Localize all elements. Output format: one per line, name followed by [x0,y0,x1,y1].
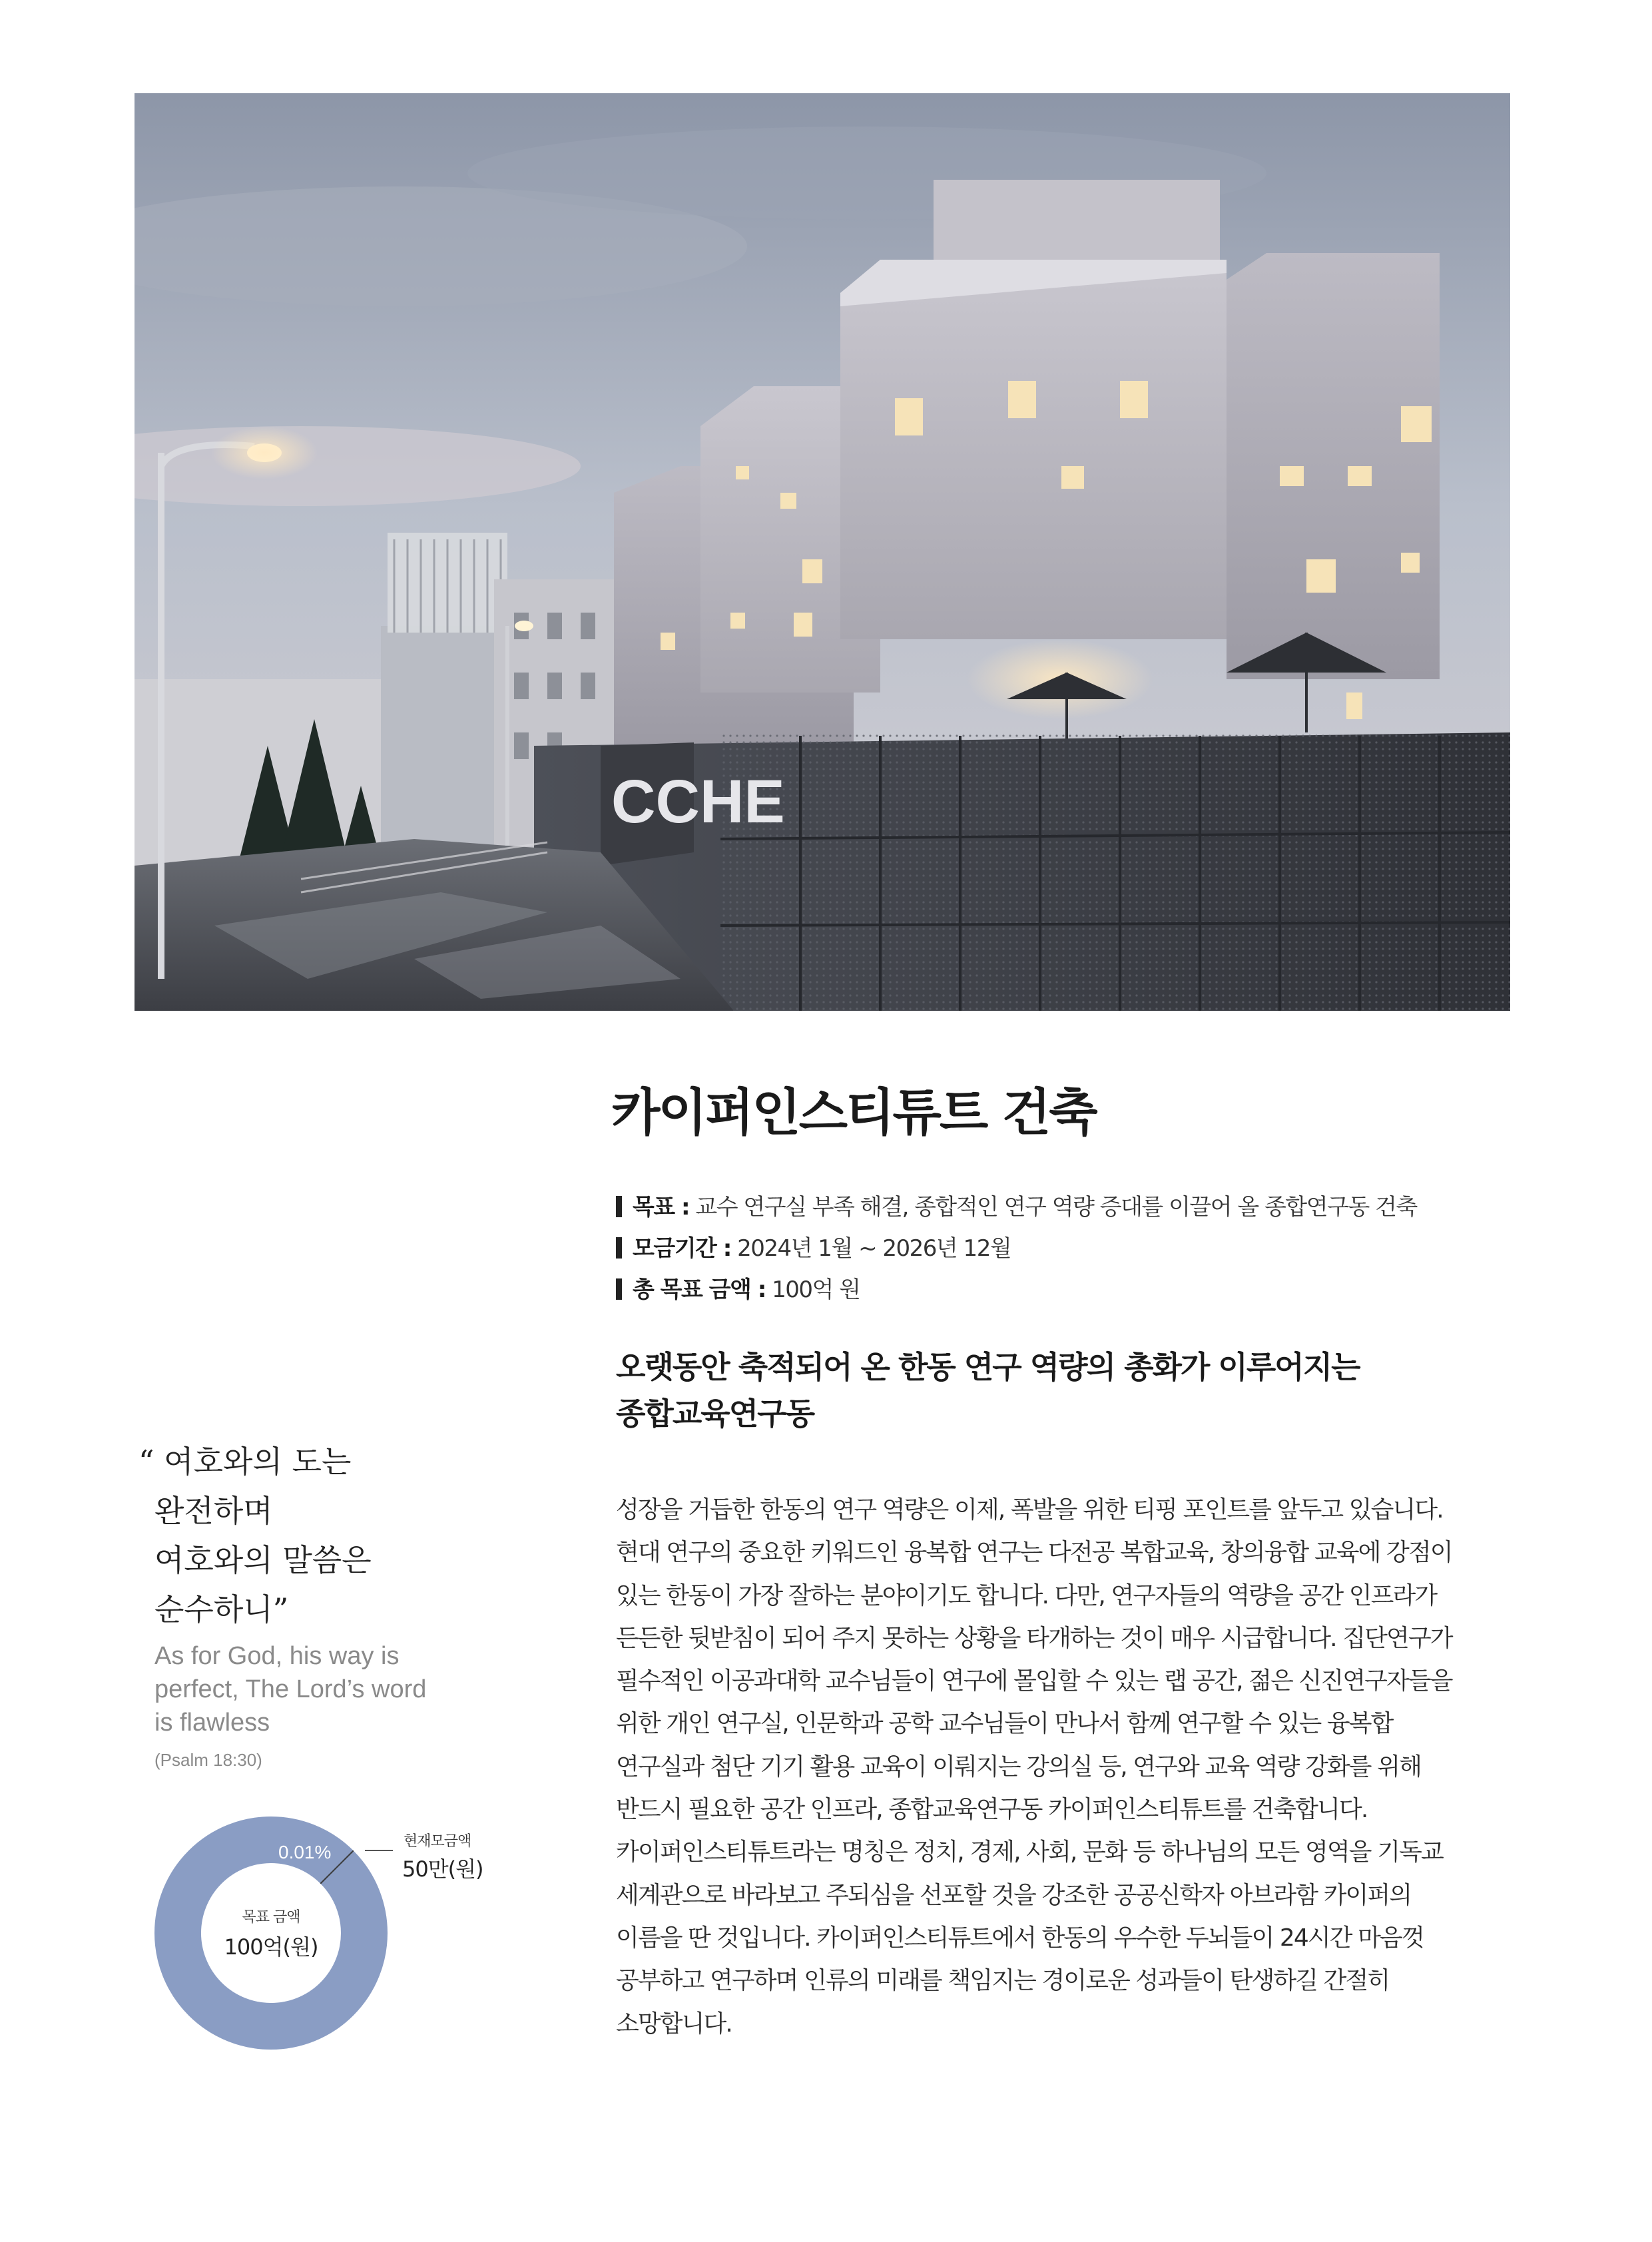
current-amount-value: 50만(원) [402,1856,483,1882]
bullet-bar-icon [616,1237,622,1259]
body-line: 성장을 거듭한 한동의 연구 역량은 이제, 폭발을 위한 티핑 포인트를 앞두고 있습니다. [616,1496,1443,1524]
building-rendering [135,93,1510,1011]
body-line: 필수적인 이공과대학 교수님들이 연구에 몰입할 수 있는 랩 공간, 젊은 신진연구자들을 [616,1667,1452,1695]
subtitle-line: 종합교육연구동 [616,1396,814,1432]
quote-english-line: is flawless [154,1709,270,1737]
goal-value: 100억(원) [224,1934,318,1960]
body-line: 반드시 필요한 공간 인프라, 종합교육연구동 카이퍼인스티튜트를 건축합니다. [616,1796,1368,1824]
info-label: 총 목표 금액 : [633,1276,766,1303]
quote-line: 완전하며 [154,1493,273,1529]
page-title: 카이퍼인스티튜트 건축 [611,1083,1096,1142]
goal-label: 목표 금액 [242,1908,300,1926]
leader-line [365,1850,393,1851]
body-line: 카이퍼인스티튜트라는 명칭은 정치, 경제, 사회, 문화 등 하나님의 모든 영역을 기독교 [616,1838,1443,1866]
body-line: 현대 연구의 중요한 키워드인 융복합 연구는 다전공 복합교육, 창의융합 교육에 강점이 [616,1539,1452,1567]
body-line: 소망합니다. [616,2010,732,2038]
donut-center-label [154,1817,388,2050]
info-label: 목표 : [633,1194,690,1221]
body-line: 세계관으로 바라보고 주되심을 선포할 것을 강조한 공공신학자 아브라함 카이퍼의 [616,1881,1412,1909]
subtitle-line: 오랫동안 축적되어 온 한동 연구 역량의 총화가 이루어지는 [616,1349,1360,1385]
hero-image [135,93,1510,1011]
body-line: 이름을 딴 것입니다. 카이퍼인스티튜트에서 한동의 우수한 두뇌들이 24시간 마음껏 [616,1924,1424,1952]
info-total-goal [616,1269,1502,1310]
quote-line: “ 여호와의 도는 [138,1444,352,1480]
body-line: 연구실과 첨단 기기 활용 교육이 이뤄지는 강의실 등, 연구와 교육 역량 강화를 위해 [616,1753,1421,1781]
info-value: 교수 연구실 부족 해결, 종합적인 연구 역량 증대를 이끌어 올 종합연구동 건축 [689,1194,1417,1221]
quote-english-line: As for God, his way is [154,1642,400,1670]
info-value: 2024년 1월 ~ 2026년 12월 [730,1235,1011,1262]
section-subtitle [616,1344,1502,1437]
body-line: 있는 한동이 가장 잘하는 분야이기도 합니다. 다만, 연구자들의 역량을 공간 인프라가 [616,1581,1437,1609]
percent-label: 0.01% [278,1842,332,1862]
building-sign-text: CCHE [611,768,785,836]
info-goal [616,1187,1502,1228]
scripture-quote-korean [138,1437,511,1634]
scripture-quote-english [154,1639,501,1739]
quote-line: 여호와의 말씀은 [154,1542,372,1578]
quote-english-line: perfect, The Lord’s word [154,1675,427,1703]
info-period [616,1228,1502,1269]
info-value: 100억 원 [765,1276,860,1303]
current-amount-label: 현재모금액 [404,1833,471,1850]
bullet-bar-icon [616,1196,622,1217]
body-line: 위한 개인 연구실, 인문학과 공학 교수님들이 만나서 함께 연구할 수 있는 융복합 [616,1710,1393,1738]
body-text [616,1489,1512,2046]
body-line: 공부하고 연구하며 인류의 미래를 책임지는 경이로운 성과들이 탄생하길 간절히 [616,1967,1390,1995]
bullet-bar-icon [616,1278,622,1300]
quote-line: 순수하니” [154,1591,289,1627]
scripture-reference: (Psalm 18:30) [154,1750,262,1770]
body-line: 든든한 뒷받침이 되어 주지 못하는 상황을 타개하는 것이 매우 시급합니다. 집단연구가 [616,1624,1452,1652]
project-info [616,1187,1502,1310]
info-label: 모금기간 : [633,1235,731,1262]
